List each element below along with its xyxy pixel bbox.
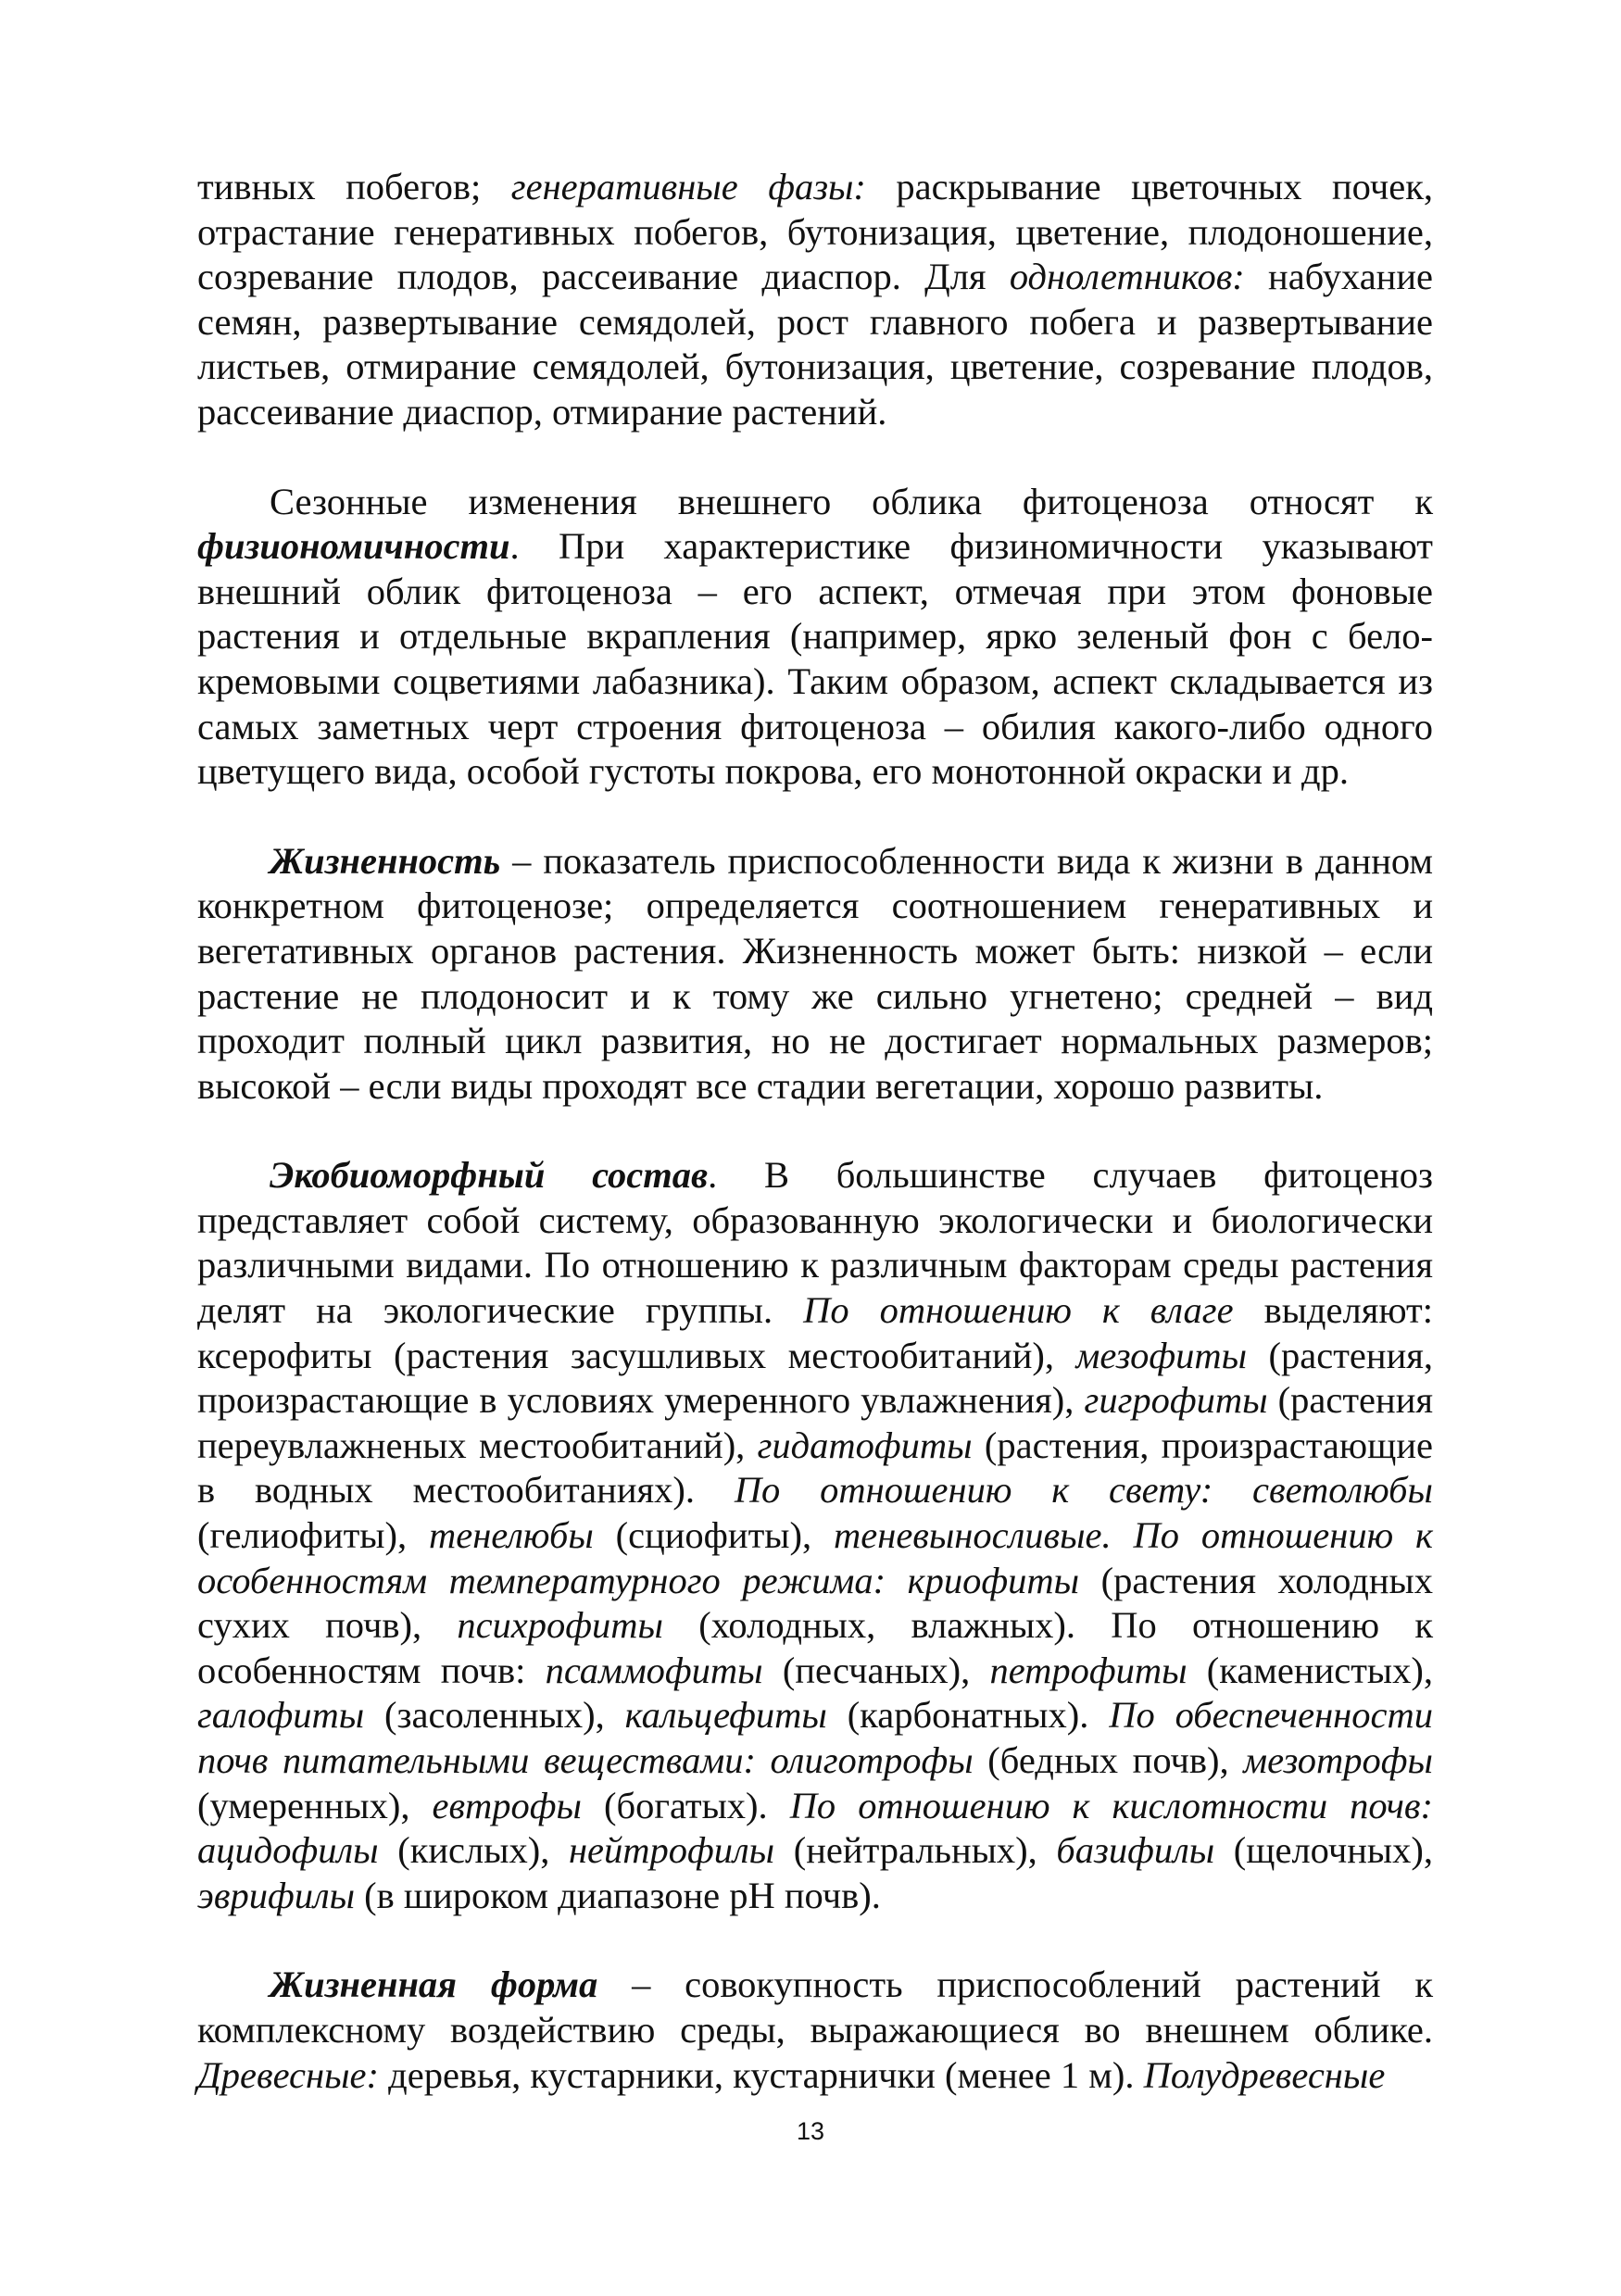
text-run: (бедных почв),	[973, 1739, 1244, 1781]
text-run: базифилы	[1056, 1829, 1215, 1872]
text-run: (растения переувлажненых местообитаний),	[197, 1379, 1433, 1466]
text-run: (нейтральных),	[774, 1829, 1057, 1872]
text-run: выделяют: ксерофиты (растения засушливых местообитаний),	[197, 1289, 1433, 1376]
paragraph-physiognomy	[197, 480, 1433, 795]
text-run: (растения, произрастающие в условиях умеренного увлажнения),	[197, 1334, 1433, 1422]
text-run: По отношению к кислотности почв: ацидофилы	[197, 1784, 1433, 1872]
text-run: физиономичности	[197, 525, 510, 568]
text-run: (кислых),	[378, 1829, 569, 1872]
text-run: По отношению к свету: светолюбы	[734, 1469, 1433, 1512]
text-run: псаммофиты	[545, 1649, 763, 1691]
text-run: (карбонатных).	[826, 1694, 1110, 1737]
text-run: Жизненная форма	[270, 1964, 598, 2006]
text-run: Жизненность	[270, 839, 501, 882]
text-run: (песчаных),	[762, 1649, 990, 1691]
text-run: (гелиофиты),	[197, 1514, 429, 1557]
text-run: По обеспеченности почв питательными веществами: олиготрофы	[197, 1694, 1433, 1781]
text-run: Экобиоморфный состав	[270, 1154, 709, 1197]
text-run: эврифилы	[197, 1874, 356, 1916]
text-run: – совокупность приспособлений растений к комплексному воздействию среды, выражающиеся во внешнем облике.	[197, 1964, 1433, 2051]
text-run: (засоленных),	[364, 1694, 625, 1737]
text-run: раскрывание цветочных почек, отрастание генеративных побегов, бутонизация, цветение, плодоношение, созревание плодов, рассеивание диаспор. Для	[197, 166, 1434, 298]
text-run: мезофиты	[1075, 1334, 1248, 1376]
paragraph-vitality	[197, 839, 1433, 1110]
text-run: гидатофиты	[757, 1424, 973, 1466]
text-run: Древесные:	[197, 2053, 379, 2096]
text-run: (богатых).	[581, 1784, 790, 1826]
text-run: Сезонные изменения внешнего облика фитоценоза относят к	[270, 480, 1433, 522]
text-run: . При характеристике физиномичности указывают внешний облик фитоценоза – его аспект, отмечая при этом фоновые растения и отдельные вкрапления (например, ярко зеленый фон с бело-кремовыми соцветиями лабазника). Таким образом, аспект складывается из самых заметных черт строения фитоценоза – обилия какого-либо одного цветущего вида, особой густоты покрова, его монотонной окраски и др.	[197, 525, 1433, 793]
text-run: (в широком диапазоне рН почв).	[355, 1874, 881, 1916]
text-run: тивных побегов;	[197, 166, 511, 207]
text-run: однолетников:	[1009, 256, 1245, 298]
text-run: психрофиты	[457, 1604, 663, 1647]
text-run: тенелюбы	[428, 1514, 594, 1557]
page-number: 13	[796, 2117, 825, 2145]
text-run: кальцефиты	[624, 1694, 827, 1737]
text-run: (умеренных),	[197, 1784, 433, 1826]
text-run: мезотрофы	[1243, 1739, 1433, 1781]
page-body	[197, 165, 1433, 2098]
text-run: Полудревесные	[1143, 2053, 1386, 2096]
text-run: набухание семян, развертывание семядолей, рост главного побега и развертывание листьев, отмирание семядолей, бутонизация, цветение, созревание плодов, рассеивание диаспор, отмирание растений.	[197, 256, 1433, 433]
text-run: евтрофы	[432, 1784, 582, 1826]
text-run: галофиты	[197, 1694, 365, 1737]
paragraph-phenophases	[197, 165, 1433, 435]
text-run: нейтрофилы	[568, 1829, 775, 1872]
paragraph-ecobiomorph-composition	[197, 1153, 1433, 1918]
text-run: . В большинстве случаев фитоценоз представляет собой систему, образованную экологически и биологически различными видами. По отношению к различным факторам среды растения делят на экологические группы.	[197, 1154, 1433, 1332]
text-run: (сциофиты),	[593, 1514, 834, 1557]
text-run: деревья, кустарники, кустарнички (менее 1 м).	[378, 2053, 1144, 2096]
text-run: (растения холодных сухих почв),	[197, 1559, 1433, 1647]
text-run: гигрофиты	[1084, 1379, 1268, 1422]
paragraph-life-form	[197, 1963, 1433, 2098]
text-run: петрофиты	[989, 1649, 1187, 1691]
text-run: теневыносливые. По отношению к особенностям температурного режима: криофиты	[197, 1514, 1433, 1601]
text-run: (каменистых),	[1187, 1649, 1433, 1691]
text-run: (щелочных),	[1214, 1829, 1433, 1872]
text-run: По отношению к влаге	[803, 1289, 1234, 1332]
text-run: генеративные фазы:	[510, 166, 866, 207]
text-run: (растения, произрастающие в водных местообитаниях).	[197, 1424, 1433, 1512]
text-run: – показатель приспособленности вида к жизни в данном конкретном фитоценозе; определяется соотношением генеративных и вегетативных органов растения. Жизненность может быть: низкой – если растение не плодоносит и к тому же сильно угнетено; средней – вид проходит полный цикл развития, но не достигает нормальных размеров; высокой – если виды проходят все стадии вегетации, хорошо развиты.	[197, 839, 1433, 1107]
text-run: (холодных, влажных). По отношению к особенностям почв:	[197, 1604, 1433, 1691]
